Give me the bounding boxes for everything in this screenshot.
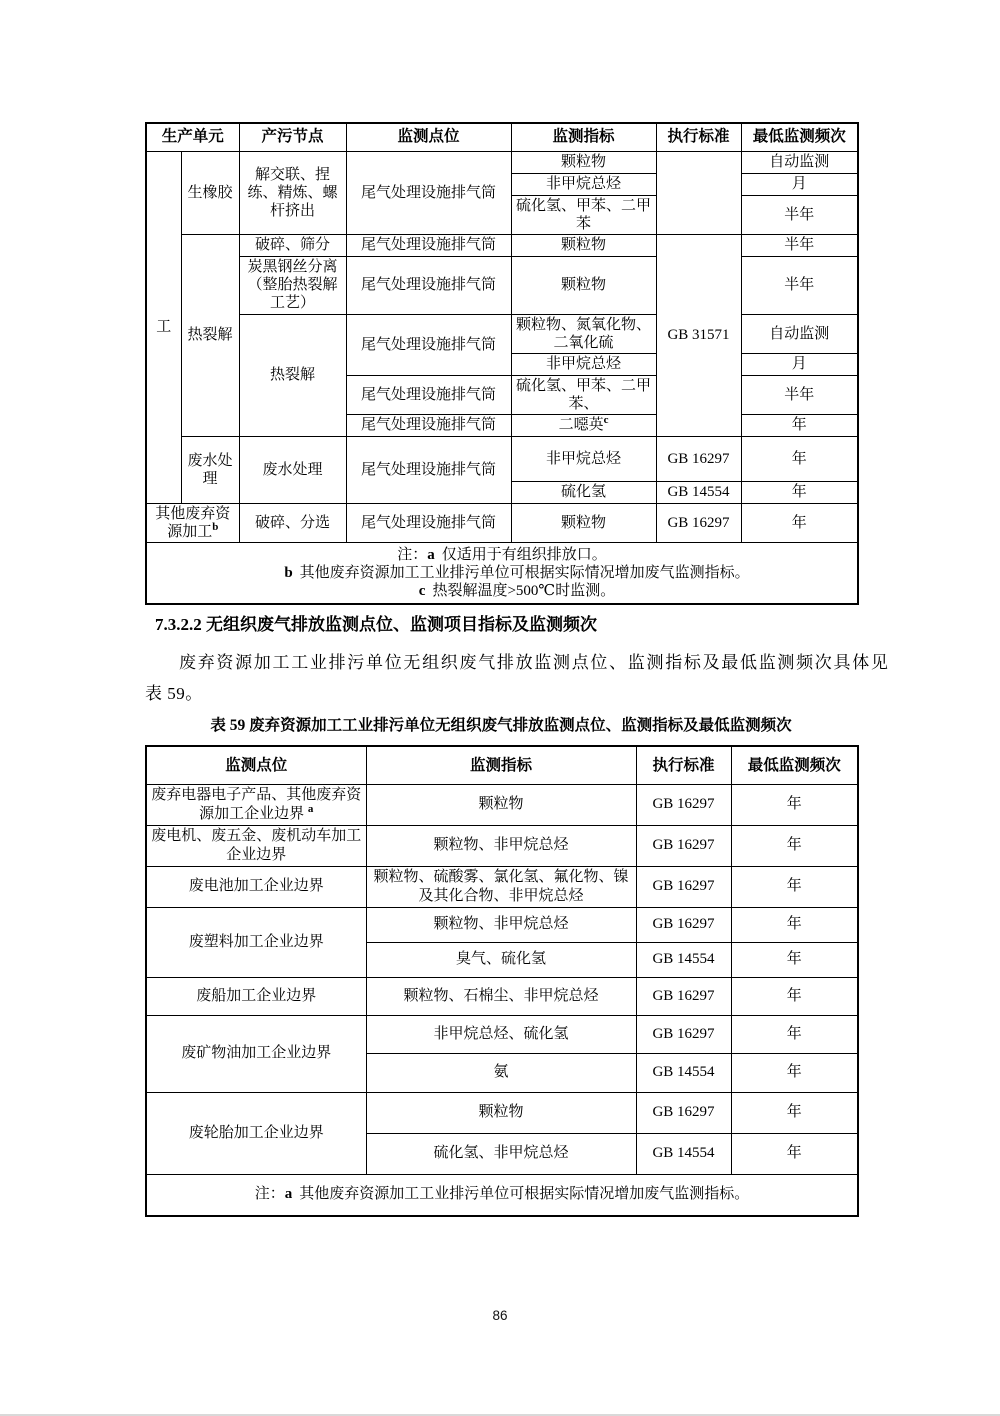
t2-indicator-cell: 颗粒物: [366, 1092, 636, 1133]
table-row: [146, 1092, 858, 1133]
t2-notes-cell: [146, 1174, 858, 1216]
t1-standard-cell: GB 31571: [656, 234, 741, 436]
t2-frequency-cell: 年: [731, 825, 858, 866]
t1-frequency-cell: 自动监测: [741, 314, 858, 353]
note-prefix: 注：: [254, 1186, 285, 1203]
t1-point-cell: 尾气处理设施排气筒: [346, 151, 511, 234]
t1-frequency-cell: 年: [741, 481, 858, 503]
footnote-ref-a: a: [307, 802, 314, 815]
t2-standard-cell: GB 16297: [636, 1092, 731, 1133]
table-header-row: [146, 746, 858, 784]
t1-frequency-cell: 月: [741, 173, 858, 195]
t2-frequency-cell: 年: [731, 907, 858, 942]
col-header-pollution-node: 产污节点: [239, 123, 346, 151]
t1-frequency-cell: 年: [741, 414, 858, 436]
t1-indicator-cell: 非甲烷总烃: [511, 436, 656, 481]
dioxin-label: 二噁英: [558, 417, 604, 433]
note-letter: c: [418, 582, 426, 599]
t1-indicator-cell: 颗粒物: [511, 151, 656, 173]
t2-point-cell: 废电机、废五金、废机动车加工企业边界: [146, 825, 366, 866]
table-row: [146, 314, 858, 353]
t1-node-cell: 破碎、分选: [239, 503, 346, 542]
t2-point-cell: 废矿物油加工企业边界: [146, 1015, 366, 1092]
t2-indicator-cell: 颗粒物、非甲烷总烃: [366, 825, 636, 866]
table-row: [146, 503, 858, 542]
t2-indicator-cell: 颗粒物、非甲烷总烃: [366, 907, 636, 942]
t1-frequency-cell: 月: [741, 353, 858, 375]
t1-unit-wastewater-cell: 废水处理: [181, 436, 239, 503]
t2-frequency-cell: 年: [731, 784, 858, 825]
col-header-min-frequency: 最低监测频次: [731, 746, 858, 784]
t1-indicator-cell: 硫化氢: [511, 481, 656, 503]
note-line-b: [151, 564, 853, 582]
paragraph-line: 废弃资源加工工业排污单位无组织废气排放监测点位、监测指标及最低监测频次具体见: [179, 653, 890, 672]
t1-node-pyrolysis-cell: 热裂解: [239, 314, 346, 436]
note-line-a: [151, 1185, 853, 1204]
note-letter: a: [284, 1186, 293, 1203]
t2-indicator-cell: 颗粒物: [366, 784, 636, 825]
col-header-monitoring-point: 监测点位: [346, 123, 511, 151]
t1-frequency-cell: 年: [741, 503, 858, 542]
t1-node-cell: 废水处理: [239, 436, 346, 503]
t2-standard-cell: GB 16297: [636, 977, 731, 1015]
t1-unit-other-cell: [146, 503, 239, 542]
t2-indicator-cell: 氨: [366, 1053, 636, 1092]
t2-standard-cell: GB 14554: [636, 942, 731, 977]
col-header-standard: 执行标准: [636, 746, 731, 784]
col-header-monitoring-point: 监测点位: [146, 746, 366, 784]
t1-node-cell: 炭黑钢丝分离（整胎热裂解工艺）: [239, 256, 346, 314]
table-row: [146, 1015, 858, 1053]
t1-point-cell: 尾气处理设施排气筒: [346, 256, 511, 314]
point-label: 废弃电器电子产品、其他废弃资源加工企业边界: [151, 786, 362, 822]
t1-node-rubber-cell: 解交联、捏练、精炼、螺杆挤出: [239, 151, 346, 234]
footnote-ref-c: c: [603, 414, 609, 426]
organized-emission-monitoring-table: [145, 122, 859, 605]
table-row: [146, 256, 858, 314]
body-paragraph: [145, 647, 890, 709]
t1-frequency-cell: 半年: [741, 234, 858, 256]
t2-indicator-cell: 非甲烷总烃、硫化氢: [366, 1015, 636, 1053]
table-row: [146, 436, 858, 481]
t2-point-cell: 废电池加工企业边界: [146, 866, 366, 907]
table-notes-row: [146, 1174, 858, 1216]
t1-standard-cell: GB 16297: [656, 503, 741, 542]
section-heading: 7.3.2.2 无组织废气排放监测点位、监测项目指标及监测频次: [155, 615, 597, 634]
t1-indicator-cell: 硫化氢、甲苯、二甲苯: [511, 195, 656, 234]
t1-frequency-cell: 半年: [741, 195, 858, 234]
col-header-monitoring-indicator: 监测指标: [366, 746, 636, 784]
t2-standard-cell: GB 16297: [636, 1015, 731, 1053]
t2-standard-cell: GB 14554: [636, 1053, 731, 1092]
t2-indicator-cell: 硫化氢、非甲烷总烃: [366, 1133, 636, 1174]
t1-unit-rubber-cell: 生橡胶: [181, 151, 239, 234]
t2-indicator-cell: 颗粒物、石棉尘、非甲烷总烃: [366, 977, 636, 1015]
t1-frequency-cell: 自动监测: [741, 151, 858, 173]
note-line-a: [151, 546, 853, 564]
t1-point-cell: 尾气处理设施排气筒: [346, 503, 511, 542]
t1-standard-cell: GB 14554: [656, 481, 741, 503]
paragraph-line: 表 59。: [145, 684, 203, 703]
t2-indicator-cell: 颗粒物、硫酸雾、氯化氢、氟化物、镍及其化合物、非甲烷总烃: [366, 866, 636, 907]
t2-standard-cell: GB 16297: [636, 907, 731, 942]
page-number: 86: [492, 1308, 508, 1323]
t1-indicator-cell: 颗粒物: [511, 503, 656, 542]
table-row: [146, 234, 858, 256]
other-unit-label: 其他废弃资源加工: [155, 505, 231, 540]
t1-standard-empty-cell: [656, 151, 741, 234]
fugitive-emission-monitoring-table: [145, 745, 859, 1217]
table-notes-row: [146, 542, 858, 604]
note-text: 仅适用于有组织排放口。: [441, 546, 607, 563]
t1-indicator-dioxin-cell: [511, 414, 656, 436]
t2-standard-cell: GB 14554: [636, 1133, 731, 1174]
col-header-min-frequency: 最低监测频次: [741, 123, 858, 151]
t1-node-cell: 破碎、筛分: [239, 234, 346, 256]
t1-unit-left-cell: 工: [146, 151, 181, 503]
col-header-monitoring-indicator: 监测指标: [511, 123, 656, 151]
table-header-row: [146, 123, 858, 151]
table-row: [146, 825, 858, 866]
t1-indicator-cell: 非甲烷总烃: [511, 173, 656, 195]
t1-indicator-cell: 颗粒物: [511, 256, 656, 314]
table-row: [146, 977, 858, 1015]
t2-standard-cell: GB 16297: [636, 784, 731, 825]
table-row: [146, 151, 858, 173]
note-text: 其他废弃资源加工工业排污单位可根据实际情况增加废气监测指标。: [299, 1186, 750, 1203]
t2-frequency-cell: 年: [731, 1133, 858, 1174]
note-letter: a: [427, 546, 435, 563]
note-letter: b: [284, 564, 293, 581]
t1-frequency-cell: 半年: [741, 375, 858, 414]
col-header-standard: 执行标准: [656, 123, 741, 151]
t2-frequency-cell: 年: [731, 866, 858, 907]
note-line-c: [151, 582, 853, 600]
t2-frequency-cell: 年: [731, 1053, 858, 1092]
table-row: [146, 784, 858, 825]
t2-standard-cell: GB 16297: [636, 825, 731, 866]
t2-point-cell: 废塑料加工企业边界: [146, 907, 366, 977]
note-text: 热裂解温度>500℃时监测。: [432, 582, 616, 599]
t2-point-cell: 废船加工企业边界: [146, 977, 366, 1015]
t2-point-cell: 废轮胎加工企业边界: [146, 1092, 366, 1174]
t2-frequency-cell: 年: [731, 1092, 858, 1133]
table-row: [146, 866, 858, 907]
t1-point-cell: 尾气处理设施排气筒: [346, 375, 511, 414]
t2-point-cell: [146, 784, 366, 825]
note-prefix: 注：: [397, 546, 428, 563]
t2-frequency-cell: 年: [731, 1015, 858, 1053]
t2-indicator-cell: 臭气、硫化氢: [366, 942, 636, 977]
table-row: [146, 907, 858, 942]
t1-frequency-cell: 年: [741, 436, 858, 481]
t2-standard-cell: GB 16297: [636, 866, 731, 907]
footnote-ref-b: b: [212, 520, 219, 533]
t1-point-cell: 尾气处理设施排气筒: [346, 436, 511, 503]
t1-unit-pyrolysis-cell: 热裂解: [181, 234, 239, 436]
t1-frequency-cell: 半年: [741, 256, 858, 314]
t1-point-cell: 尾气处理设施排气筒: [346, 414, 511, 436]
t2-frequency-cell: 年: [731, 942, 858, 977]
t1-indicator-cell: 非甲烷总烃: [511, 353, 656, 375]
t1-point-cell: 尾气处理设施排气筒: [346, 314, 511, 375]
t1-standard-cell: GB 16297: [656, 436, 741, 481]
t1-indicator-cell: 硫化氢、甲苯、二甲苯、: [511, 375, 656, 414]
t2-frequency-cell: 年: [731, 977, 858, 1015]
note-text: 其他废弃资源加工工业排污单位可根据实际情况增加废气监测指标。: [299, 564, 750, 581]
t1-point-cell: 尾气处理设施排气筒: [346, 234, 511, 256]
t1-notes-cell: [146, 542, 858, 604]
t1-indicator-cell: 颗粒物: [511, 234, 656, 256]
col-header-production-unit: 生产单元: [146, 123, 239, 151]
table59-caption: 表 59 废弃资源加工工业排污单位无组织废气排放监测点位、监测指标及最低监测频次: [210, 717, 792, 734]
t1-indicator-cell: 颗粒物、氮氧化物、二氧化硫: [511, 314, 656, 353]
